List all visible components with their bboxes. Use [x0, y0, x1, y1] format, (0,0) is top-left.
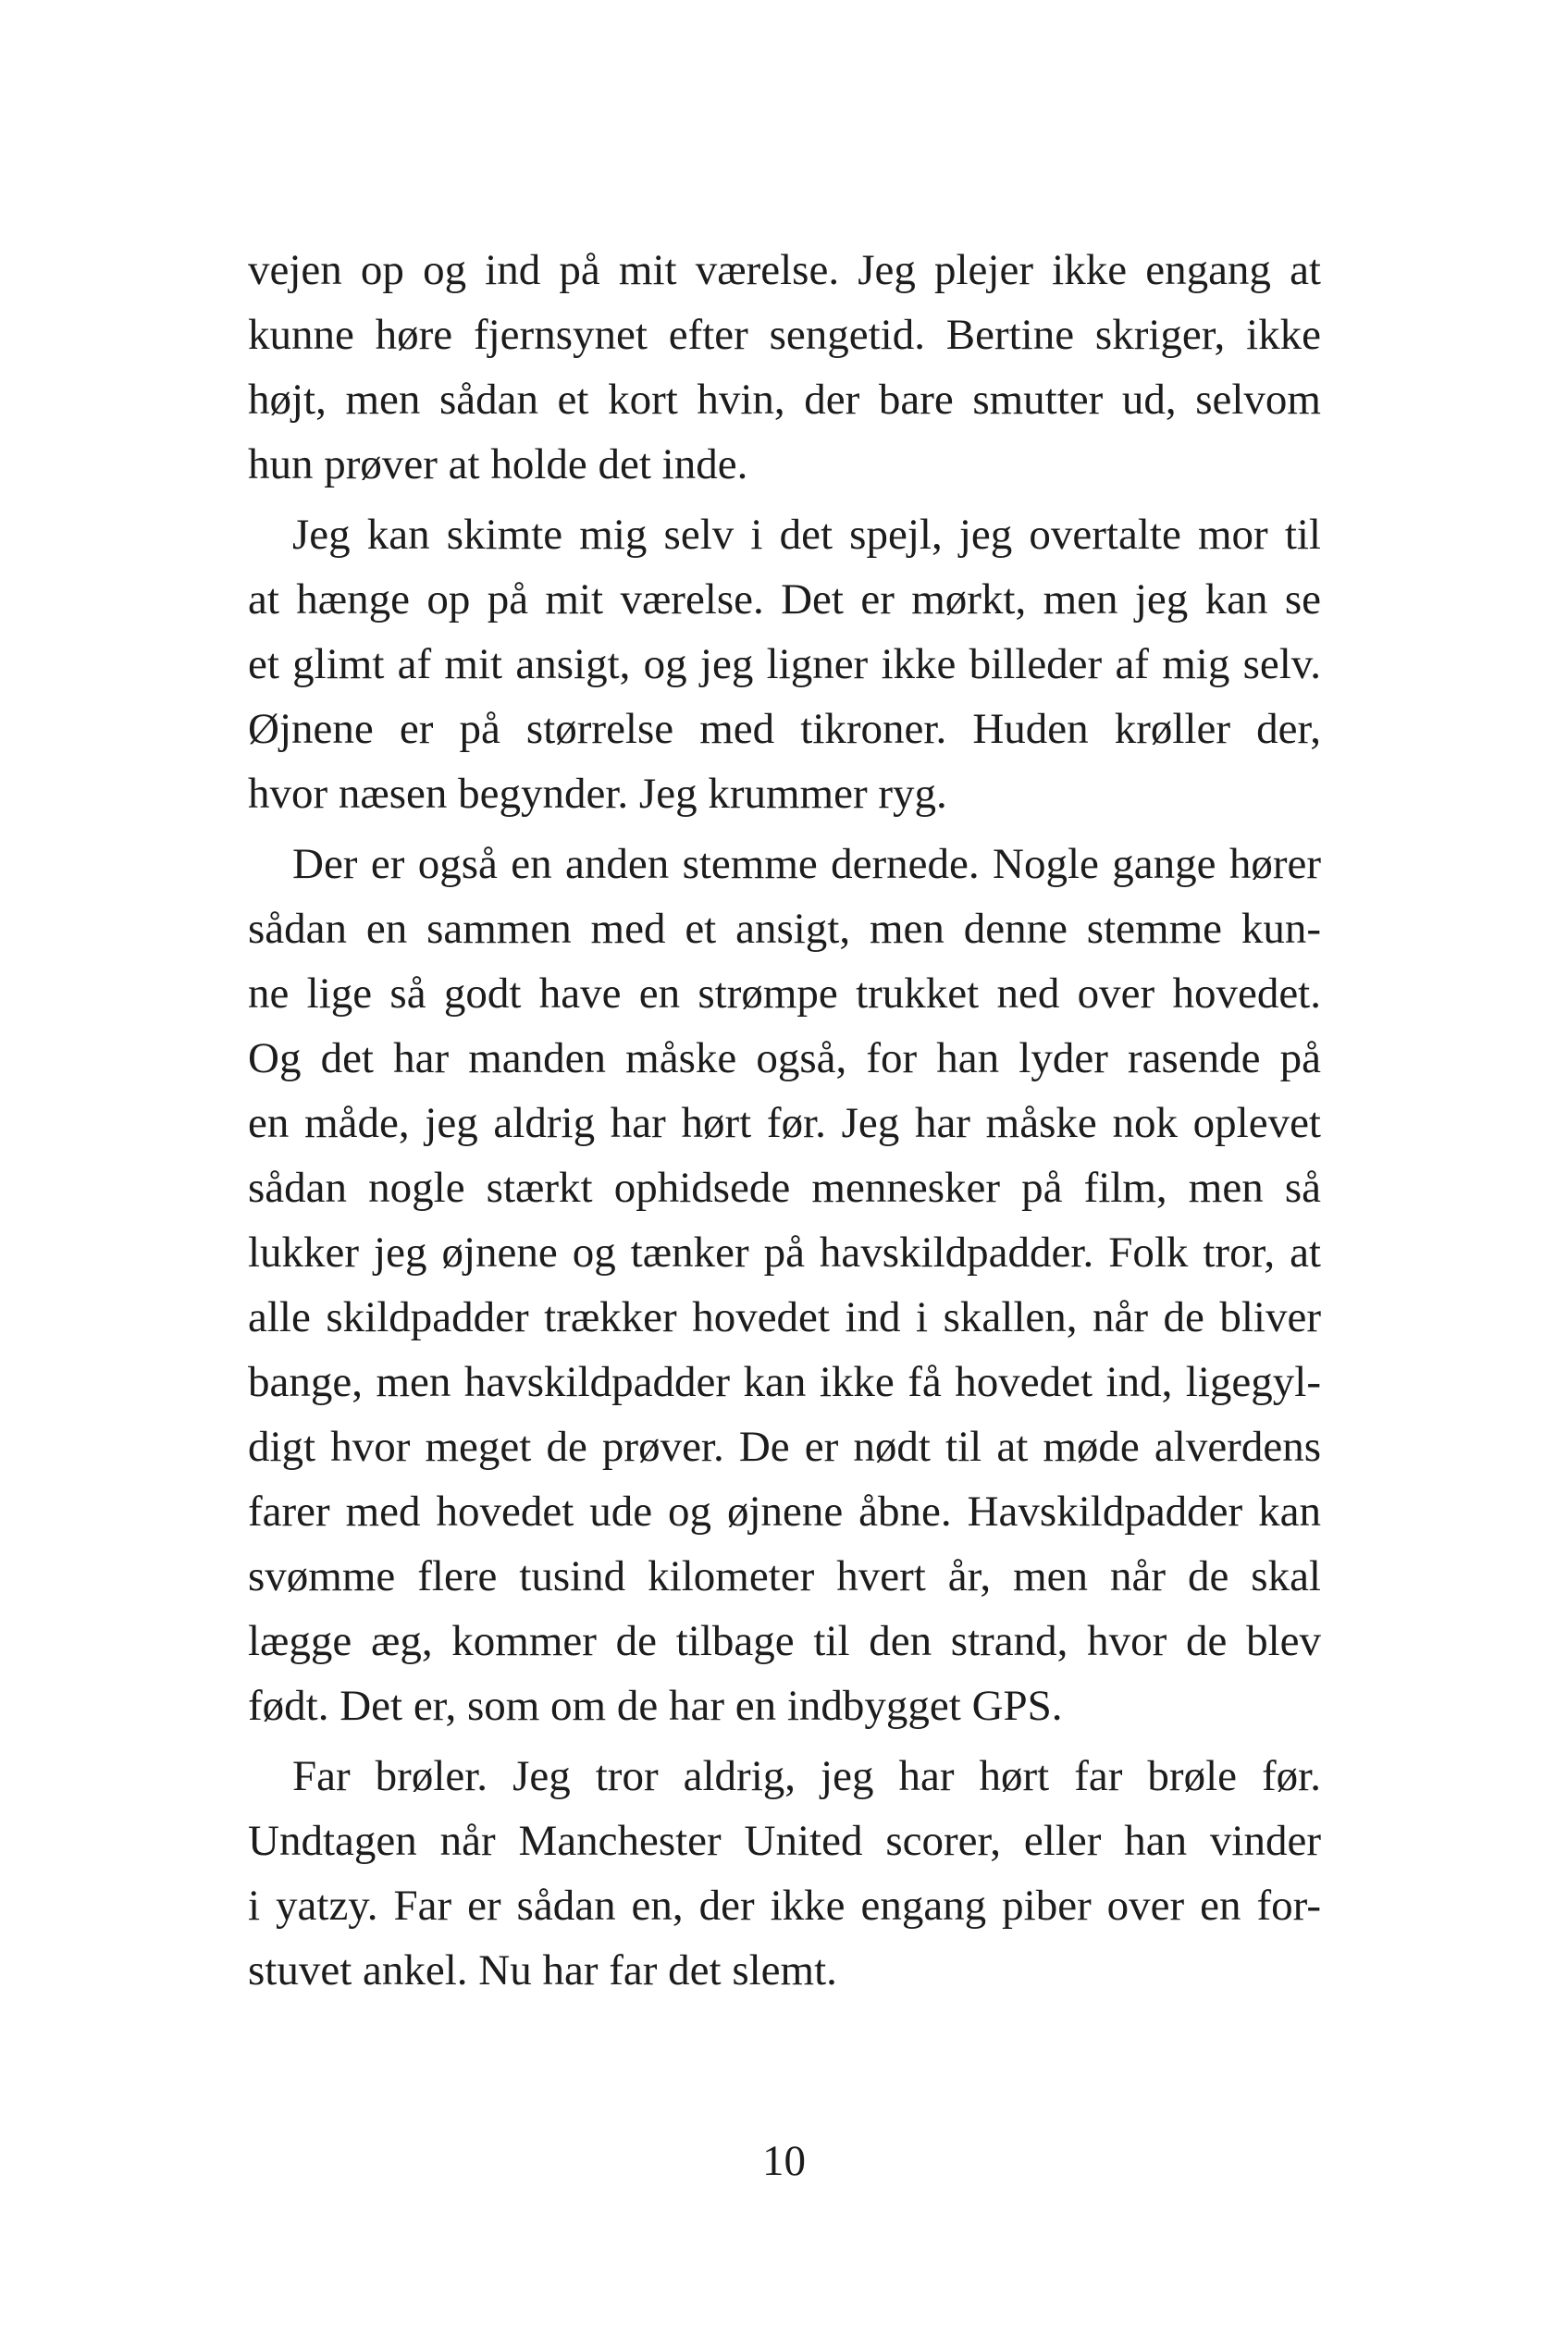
- text-line: digt hvor meget de prøver. De er nødt til at møde alverdens: [248, 1423, 1321, 1471]
- text-line: Far brøler. Jeg tror aldrig, jeg har hørt far brøle før.: [292, 1752, 1321, 1800]
- text-line: lukker jeg øjnene og tænker på havskildpadder. Folk tror, at: [248, 1229, 1321, 1277]
- text-line: født. Det er, som om de har en indbygget GPS.: [248, 1682, 1063, 1730]
- text-line: farer med hovedet ude og øjnene åbne. Havskildpadder kan: [248, 1488, 1321, 1536]
- text-line: hun prøver at holde det inde.: [248, 440, 748, 488]
- text-line: Og det har manden måske også, for han lyder rasende på: [248, 1034, 1321, 1082]
- page-number: 10: [762, 2137, 806, 2185]
- text-line: sådan en sammen med et ansigt, men denne stemme kun-: [248, 905, 1321, 953]
- text-line: Øjnene er på størrelse med tikroner. Huden krøller der,: [248, 705, 1321, 753]
- paragraph-2: [248, 502, 1321, 826]
- paragraph-4: [248, 1744, 1321, 2003]
- text-line: i yatzy. Far er sådan en, der ikke engang piber over en for-: [248, 1882, 1321, 1930]
- text-line: højt, men sådan et kort hvin, der bare smutter ud, selvom: [248, 376, 1321, 424]
- text-line: svømme flere tusind kilometer hvert år, men når de skal: [248, 1552, 1321, 1600]
- text-line: alle skildpadder trækker hovedet ind i skallen, når de bliver: [248, 1293, 1321, 1341]
- text-line: et glimt af mit ansigt, og jeg ligner ikke billeder af mig selv.: [248, 640, 1321, 688]
- text-line: kunne høre fjernsynet efter sengetid. Bertine skriger, ikke: [248, 311, 1321, 359]
- text-line: vejen op og ind på mit værelse. Jeg plejer ikke engang at: [248, 246, 1321, 294]
- text-line: stuvet ankel. Nu har far det slemt.: [248, 1946, 837, 1994]
- text-line: bange, men havskildpadder kan ikke få hovedet ind, ligegyl-: [248, 1358, 1321, 1406]
- text-line: Undtagen når Manchester United scorer, eller han vinder: [248, 1817, 1321, 1865]
- text-line: en måde, jeg aldrig har hørt før. Jeg har måske nok oplevet: [248, 1099, 1321, 1147]
- text-line: hvor næsen begynder. Jeg krummer ryg.: [248, 770, 947, 818]
- text-line: at hænge op på mit værelse. Det er mørkt, men jeg kan se: [248, 575, 1321, 624]
- text-line: lægge æg, kommer de tilbage til den strand, hvor de blev: [248, 1617, 1321, 1665]
- text-line: sådan nogle stærkt ophidsede mennesker på film, men så: [248, 1164, 1321, 1212]
- paragraph-3: [248, 832, 1321, 1738]
- text-line: ne lige så godt have en strømpe trukket ned over hovedet.: [248, 969, 1321, 1018]
- paragraph-1: [248, 238, 1321, 497]
- text-line: Jeg kan skimte mig selv i det spejl, jeg overtalte mor til: [292, 511, 1321, 559]
- body-text: [248, 238, 1321, 2008]
- text-line: Der er også en anden stemme dernede. Nogle gange hører: [292, 840, 1321, 888]
